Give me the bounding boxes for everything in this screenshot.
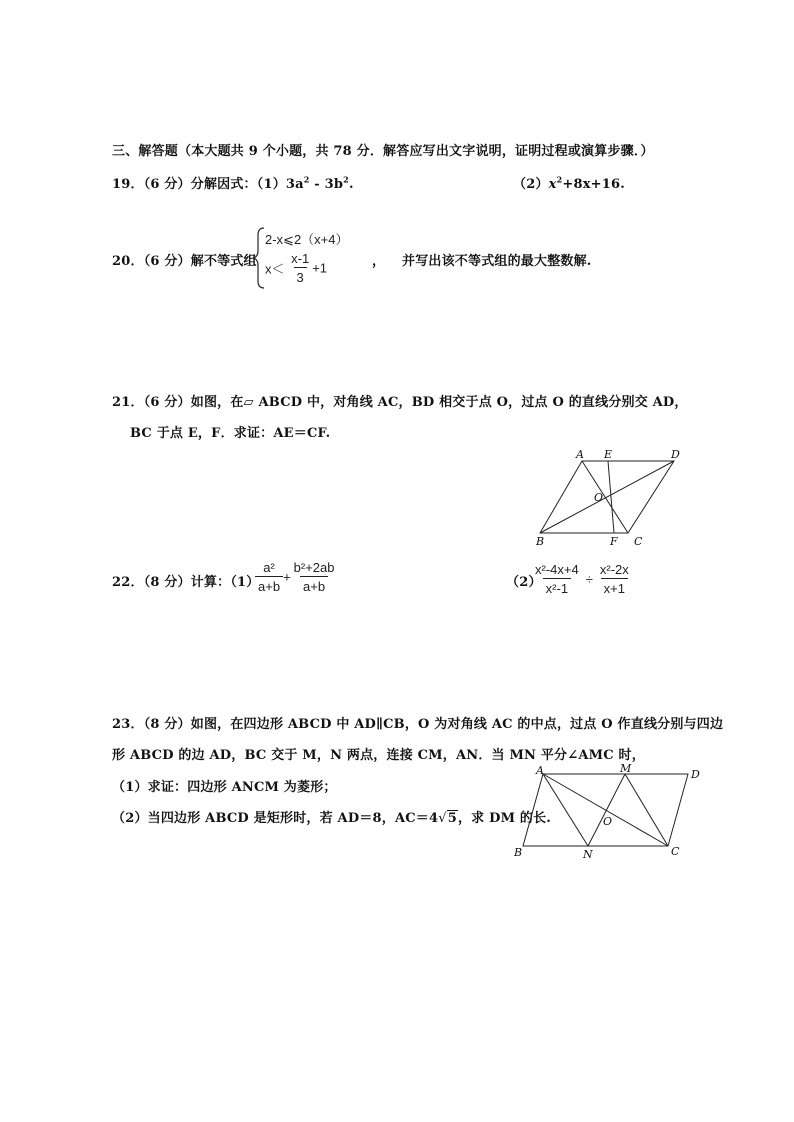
q20-inequality-2 xyxy=(265,251,327,285)
q23-line-2: 形 ABCD 的边 AD，BC 交于 M，N 两点，连接 CM，AN．当 MN 平分∠AMC 时， xyxy=(112,748,645,763)
figure-23-quadrilateral xyxy=(508,762,708,864)
q22-p2-num1: x²-4x+4 xyxy=(535,562,579,577)
label-C: C xyxy=(634,535,643,548)
segment-mc xyxy=(625,774,668,846)
section-header: 三、解答题（本大题共 9 个小题，共 78 分．解答应写出文字说明，证明过程或演算步骤．） xyxy=(112,144,654,159)
q20-frac-numerator: x-1 xyxy=(291,251,310,266)
q19-part1-term2: - 3b xyxy=(309,177,344,192)
q20-prefix: 20．（6 分）解不等式组 xyxy=(112,254,257,269)
q20-inequality-1: 2-x⩽2（x+4） xyxy=(265,232,349,247)
label-B: B xyxy=(536,535,545,548)
q19-exp2: 2 xyxy=(343,174,349,185)
label-A: A xyxy=(576,448,584,461)
diagonal-ac xyxy=(543,774,668,846)
q23-line4-a: （2）当四边形 ABCD 是矩形时，若 AD＝8，AC＝4 xyxy=(112,811,439,826)
q22-p1-num2: b²+2ab xyxy=(293,560,335,575)
q23-line-4: （2）当四边形 ABCD 是矩形时，若 AD＝8，AC＝4√5，求 DM 的长. xyxy=(112,811,552,826)
label-D: D xyxy=(671,448,680,461)
q20-ineq2-lhs: x＜ xyxy=(265,261,285,277)
q22-p2-fraction-2 xyxy=(597,562,632,596)
q23-line4-b: ，求 DM 的长. xyxy=(457,811,552,826)
q23-line-3: （1）求证：四边形 ANCM 为菱形； xyxy=(112,780,337,795)
q20-frac-denominator: 3 xyxy=(294,267,307,285)
label-M: M xyxy=(620,762,632,775)
q23-line-1: 23．（8 分）如图，在四边形 ABCD 中 AD∥CB，O 为对角线 AC 的中点，过点 O 作直线分别与四边 xyxy=(112,717,724,732)
q22-p1-fraction-1 xyxy=(255,560,283,594)
q19-part2-rest: +8x+16. xyxy=(562,177,625,192)
label-A: A xyxy=(536,764,544,777)
label-N: N xyxy=(583,848,593,861)
q21-line-2: BC 于点 E，F．求证：AE＝CF. xyxy=(130,426,331,441)
q20-ineq2-tail: +1 xyxy=(312,260,328,276)
label-O: O xyxy=(603,815,613,828)
q19-part1-end: . xyxy=(348,177,354,192)
q22-p1-fraction-2 xyxy=(291,560,338,594)
q20-comma: ， xyxy=(372,254,386,269)
diagonal-bd xyxy=(540,461,674,533)
q22-p2-den1: x²-1 xyxy=(543,578,571,596)
q22-p1-plus: + xyxy=(283,569,291,585)
q22-prefix: 22．（8 分）计算：（1） xyxy=(112,575,260,590)
q23-radicand: 5 xyxy=(447,811,457,826)
q22-p2-den2: x+1 xyxy=(601,578,628,596)
diagonal-ac xyxy=(582,461,628,533)
q22-part2-expression xyxy=(532,562,632,596)
segment-mn xyxy=(588,774,625,846)
figure-21-parallelogram xyxy=(528,446,698,548)
q21-line-1: 21．（6 分）如图，在▱ ABCD 中，对角线 AC，BD 相交于点 O，过点 O 的直线分别交 AD， xyxy=(112,395,688,410)
q19-part2-label: （2） xyxy=(513,177,549,192)
question-19-part2 xyxy=(513,173,625,192)
q22-p1-den1: a+b xyxy=(255,576,283,594)
question-19 xyxy=(112,173,354,192)
q19-exp1: 2 xyxy=(303,174,310,185)
label-C: C xyxy=(671,845,680,858)
q19-part2-exp: 2 xyxy=(556,174,563,185)
segment-an xyxy=(543,774,588,846)
q19-part1-term1: 3a xyxy=(285,177,304,192)
label-F: F xyxy=(610,535,618,548)
label-D: D xyxy=(691,768,700,781)
q20-brace xyxy=(252,226,266,290)
q22-p1-num1: a² xyxy=(263,560,275,575)
q22-p2-fraction-1 xyxy=(532,562,582,596)
q19-prefix: 19．（6 分）分解因式：（1） xyxy=(112,177,286,192)
q22-part2-label: （2） xyxy=(506,575,542,590)
line-ef xyxy=(608,461,614,533)
q22-p2-num2: x²-2x xyxy=(599,562,629,577)
q22-p1-den2: a+b xyxy=(300,576,328,594)
q19-part2-x: x xyxy=(548,177,557,192)
label-O: O xyxy=(594,491,604,504)
q22-part1-expression xyxy=(255,560,338,594)
q20-fraction xyxy=(288,251,312,285)
label-B: B xyxy=(514,846,523,859)
q20-suffix: 并写出该不等式组的最大整数解. xyxy=(402,254,592,269)
q22-p2-divide: ÷ xyxy=(585,571,593,587)
label-E: E xyxy=(604,448,613,461)
